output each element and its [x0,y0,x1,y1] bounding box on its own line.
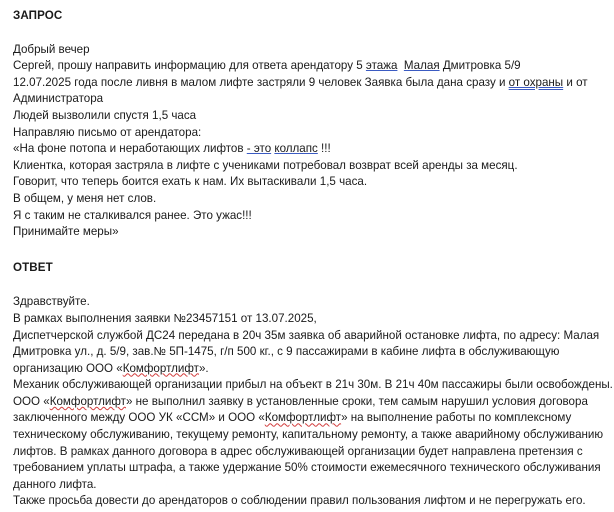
response-p2-line-1: Механик обслуживающей организации прибыл на объект в 21ч 30м. В 21ч 40м пассажиры были освобождены. [13,378,613,392]
request-line-4: Людей вызволили спустя 1,5 часа [13,108,197,122]
response-p1-line-2: Диспетчерской службой ДС24 передана в 20ч 35м заявка об аварийной остановке лифта, по адресу: Малая [13,328,600,342]
request-line-11: Принимайте меры» [13,225,119,239]
request-line-2-underlined: от охраны [508,75,564,89]
response-p2-line-7: данного лифта. [13,477,97,491]
response-p2-line-3-post: » на выполнение работы по комплексному [341,411,572,425]
response-p2-line-6: требованием уплаты штрафа, а также удержание 50% стоимости ежемесячного технического обслуживания [13,461,601,475]
request-line-6-underlined-eto: - это [246,142,272,156]
request-line-1 [13,58,609,75]
response-heading: ОТВЕТ [13,260,53,274]
request-line-6-post: !!! [317,142,331,156]
request-line-6-underlined-kollaps: коллапс [274,142,318,156]
response-p2-line-3-pre: заключенного между ООО УК «ССМ» и ООО « [13,411,265,425]
request-line-1-pre: Сергей, прошу направить информацию для ответа арендатору 5 [13,59,366,73]
request-line-8: Говорит, что теперь боится ехать к нам. Их вытаскивали 1,5 часа. [13,175,368,189]
request-line-3: Администратора [13,92,104,106]
request-line-2-pre: 12.07.2025 года после ливня в малом лифте застряли 9 человек Заявка была дана сразу и [13,75,509,89]
response-p2-company-name-1: Комфортлифт [49,394,126,408]
response-p2-line-2 [13,394,609,411]
request-line-1-underlined-malaya: Малая [403,59,440,73]
request-line-1-underlined-etazha: этажа [365,59,398,73]
request-line-1-post: Дмитровка 5/9 [439,59,521,73]
request-line-2-post: и от [563,75,588,89]
response-p1-line-1: В рамках выполнения заявки №23457151 от 13.07.2025, [13,311,317,325]
response-p2-line-4: техническому обслуживанию, текущему ремонту, капитальному ремонту, а также аварийному обслуживанию [13,428,604,442]
request-greeting: Добрый вечер [13,42,90,56]
response-p2-line-2-post: » не выполнил заявку в установленные сроки, тем самым нарушил условия договора [125,394,588,408]
request-line-10: Я с таким не сталкивался ранее. Это ужас!!! [13,208,252,222]
request-line-9: В общем, у меня нет слов. [13,191,157,205]
response-p1-line-4-pre: организацию ООО « [13,361,123,375]
response-p1-line-3: Дмитровка ул., д. 5/9, зав.№ 5П-1475, г/п 500 кг., с 9 пассажирами в кабине лифта в обслуживающую [13,345,560,359]
request-line-6-pre: «На фоне потопа и неработающих лифтов [13,142,247,156]
request-line-7: Клиентка, которая застряла в лифте с учениками потребовал возврат всей аренды за месяц. [13,158,518,172]
response-p2-line-5: лифтов. В рамках данного договора в адрес обслуживающей организации будет направлена претензия с [13,444,583,458]
response-p3: Также просьба довести до арендаторов о соблюдении правил пользования лифтом и не перегружать его. [13,494,586,508]
request-heading: ЗАПРОС [13,9,63,22]
response-p2-company-name-2: Комфортлифт [264,411,342,425]
request-line-2 [13,75,609,92]
response-p2-line-2-pre: ООО « [13,394,50,408]
request-line-5: Направляю письмо от арендатора: [13,125,202,139]
document-body [13,0,613,510]
request-line-6 [13,141,609,158]
response-p2-line-3 [13,410,609,427]
response-greeting: Здравствуйте. [13,295,90,309]
response-p1-company-name: Комфортлифт [122,361,199,375]
response-p1-line-4-post: ». [198,361,209,375]
response-p1-line-4 [13,361,609,378]
